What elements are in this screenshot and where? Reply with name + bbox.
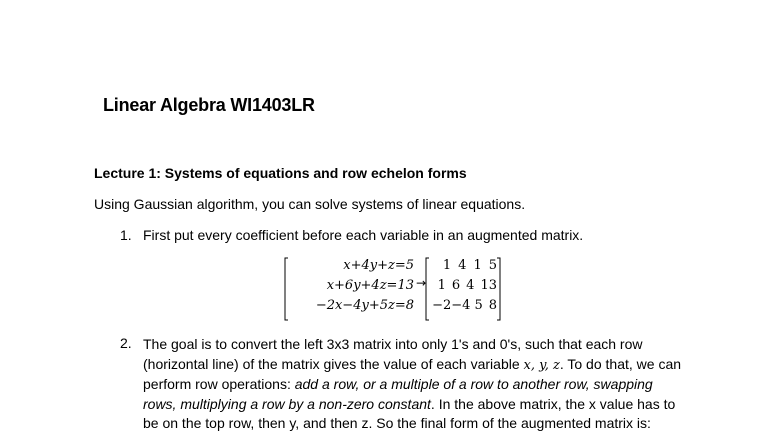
matrix-cell: −4 [451,298,471,313]
augmented-matrix [429,256,497,316]
matrix-cell: −2 [432,298,452,313]
paragraph-text: The goal is to convert the left 3x3 matrix into only 1's and 0's, such that each row (horizontal line) of the matrix gives the value of each variable [143,336,643,372]
equation-line: x+4y+z=5 [343,258,414,273]
matrix-cell: 1 [442,258,452,273]
matrix-cell: 1 [437,278,446,293]
page-title: Linear Algebra WI1403LR [103,95,315,115]
matrix-cell: 1 [473,258,482,273]
equation-system [282,256,510,322]
paragraph-text: . In the above matrix, the x value has to be on the top row, then y, and then z. So the final form of the augmented matrix is: [143,395,676,432]
equation-line: x+6y+4z=13 [326,278,414,293]
matrix-row [429,276,497,296]
matrix-row [429,296,497,316]
list-item-text: First put every coefficient before each variable in an augmented matrix. [143,227,584,243]
matrix-cell: 6 [451,278,461,293]
matrix-row [429,256,497,276]
list-item-number: 2. [120,335,132,351]
lecture-heading: Lecture 1: Systems of equations and row echelon forms [94,165,467,181]
list-item-text [143,335,688,434]
arrow-icon: → [416,276,427,290]
row-operations-text: add a row, or a multiple of a row to another row, swapping rows, multiplying a row by a non-zero constant [143,376,653,412]
matrix-cell: 4 [458,258,467,273]
matrix-cell: 5 [488,258,497,273]
equation-line: −2x−4y+5z=8 [315,298,414,313]
matrix-cell: 4 [466,278,475,293]
matrix-cell: 8 [488,298,497,313]
matrix-cell: 13 [480,278,497,293]
paragraph-text: . To do that, we can perform row operations: [143,355,682,393]
list-item-number: 1. [120,227,132,243]
intro-paragraph: Using Gaussian algorithm, you can solve systems of linear equations. [94,196,526,212]
matrix-cell: 5 [474,298,483,313]
matrix-right-bracket-icon [497,258,500,320]
equation-lines [286,256,414,316]
math-variables: x, y, z [523,357,560,373]
